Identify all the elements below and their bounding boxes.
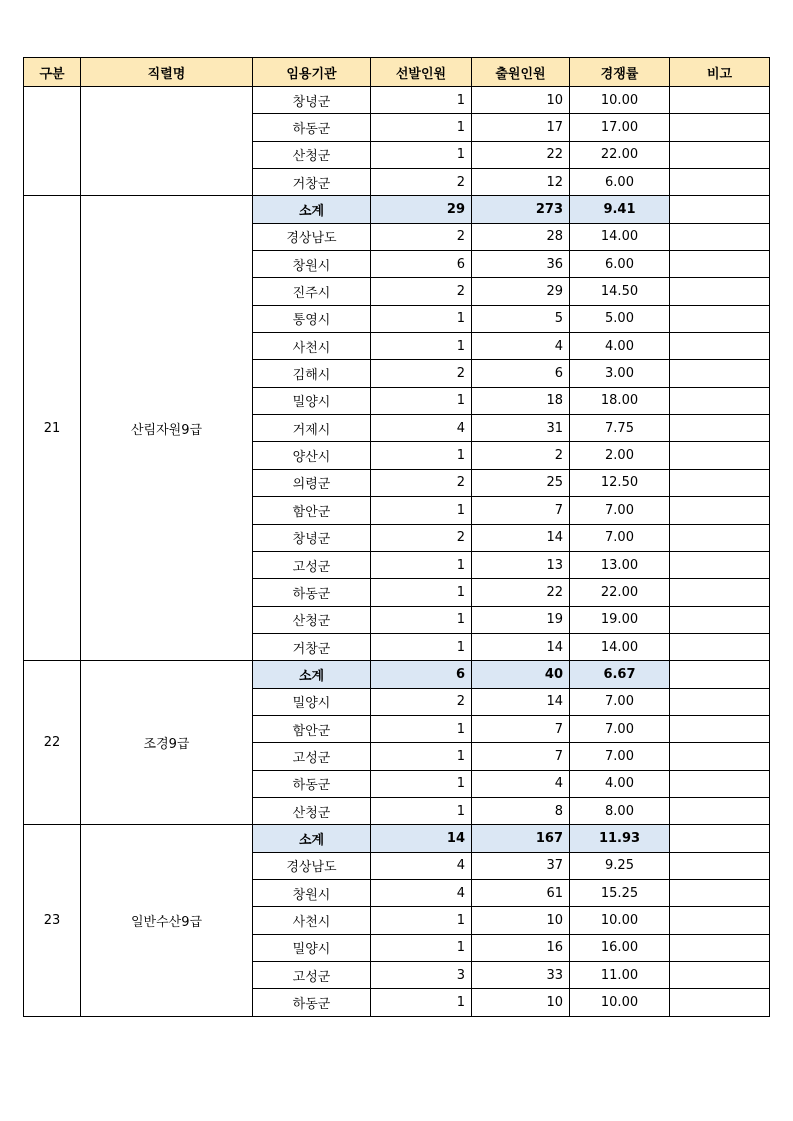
applicants-cell: 19 (472, 606, 570, 633)
selected-cell: 1 (371, 551, 472, 578)
applicants-cell: 14 (472, 524, 570, 551)
note-cell (670, 688, 770, 715)
rate-cell: 14.00 (570, 633, 670, 660)
recruitment-table (23, 57, 770, 1017)
selected-cell: 1 (371, 989, 472, 1016)
selected-cell: 1 (371, 579, 472, 606)
subtotal-row (24, 196, 770, 223)
note-cell (670, 251, 770, 278)
selected-cell: 29 (371, 196, 472, 223)
selected-cell: 1 (371, 743, 472, 770)
applicants-cell: 4 (472, 333, 570, 360)
agency-cell: 소계 (253, 825, 371, 852)
rate-cell: 14.00 (570, 223, 670, 250)
rate-cell: 13.00 (570, 551, 670, 578)
rate-cell: 4.00 (570, 770, 670, 797)
header-rate: 경쟁률 (570, 58, 670, 87)
selected-cell: 1 (371, 797, 472, 824)
applicants-cell: 10 (472, 907, 570, 934)
selected-cell: 2 (371, 278, 472, 305)
selected-cell: 1 (371, 333, 472, 360)
rate-cell: 7.00 (570, 497, 670, 524)
applicants-cell: 12 (472, 169, 570, 196)
note-cell (670, 169, 770, 196)
group-number: 21 (24, 196, 81, 661)
agency-cell: 통영시 (253, 305, 371, 332)
rate-cell: 10.00 (570, 989, 670, 1016)
agency-cell: 하동군 (253, 989, 371, 1016)
rate-cell: 2.00 (570, 442, 670, 469)
applicants-cell: 36 (472, 251, 570, 278)
table-body (24, 87, 770, 1017)
table-row (24, 87, 770, 114)
selected-cell: 6 (371, 251, 472, 278)
selected-cell: 2 (371, 469, 472, 496)
agency-cell: 밀양시 (253, 934, 371, 961)
note-cell (670, 606, 770, 633)
header-row (24, 58, 770, 87)
rate-cell: 14.50 (570, 278, 670, 305)
note-cell (670, 633, 770, 660)
rate-cell: 3.00 (570, 360, 670, 387)
applicants-cell: 29 (472, 278, 570, 305)
rate-cell: 5.00 (570, 305, 670, 332)
applicants-cell: 6 (472, 360, 570, 387)
selected-cell: 1 (371, 606, 472, 633)
selected-cell: 4 (371, 415, 472, 442)
group-number (24, 87, 81, 196)
rate-cell: 7.00 (570, 688, 670, 715)
applicants-cell: 5 (472, 305, 570, 332)
applicants-cell: 25 (472, 469, 570, 496)
selected-cell: 2 (371, 223, 472, 250)
table-header (24, 58, 770, 87)
selected-cell: 4 (371, 879, 472, 906)
applicants-cell: 7 (472, 743, 570, 770)
rate-cell: 8.00 (570, 797, 670, 824)
applicants-cell: 10 (472, 989, 570, 1016)
note-cell (670, 852, 770, 879)
rate-cell: 6.67 (570, 661, 670, 688)
agency-cell: 사천시 (253, 333, 371, 360)
note-cell (670, 524, 770, 551)
note-cell (670, 442, 770, 469)
rate-cell: 10.00 (570, 907, 670, 934)
note-cell (670, 305, 770, 332)
applicants-cell: 37 (472, 852, 570, 879)
note-cell (670, 333, 770, 360)
selected-cell: 6 (371, 661, 472, 688)
note-cell (670, 962, 770, 989)
rate-cell: 9.25 (570, 852, 670, 879)
note-cell (670, 797, 770, 824)
rate-cell: 17.00 (570, 114, 670, 141)
agency-cell: 진주시 (253, 278, 371, 305)
selected-cell: 1 (371, 633, 472, 660)
rate-cell: 11.00 (570, 962, 670, 989)
note-cell (670, 387, 770, 414)
rate-cell: 19.00 (570, 606, 670, 633)
applicants-cell: 7 (472, 715, 570, 742)
note-cell (670, 551, 770, 578)
note-cell (670, 661, 770, 688)
agency-cell: 경상남도 (253, 223, 371, 250)
rate-cell: 4.00 (570, 333, 670, 360)
rate-cell: 7.00 (570, 715, 670, 742)
note-cell (670, 415, 770, 442)
rate-cell: 11.93 (570, 825, 670, 852)
rate-cell: 7.00 (570, 743, 670, 770)
header-group: 구분 (24, 58, 81, 87)
header-note: 비고 (670, 58, 770, 87)
note-cell (670, 579, 770, 606)
note-cell (670, 934, 770, 961)
agency-cell: 양산시 (253, 442, 371, 469)
rate-cell: 22.00 (570, 141, 670, 168)
note-cell (670, 907, 770, 934)
applicants-cell: 4 (472, 770, 570, 797)
selected-cell: 14 (371, 825, 472, 852)
agency-cell: 창원시 (253, 879, 371, 906)
applicants-cell: 7 (472, 497, 570, 524)
subtotal-row (24, 661, 770, 688)
agency-cell: 함안군 (253, 497, 371, 524)
note-cell (670, 278, 770, 305)
applicants-cell: 13 (472, 551, 570, 578)
agency-cell: 경상남도 (253, 852, 371, 879)
note-cell (670, 879, 770, 906)
note-cell (670, 87, 770, 114)
rate-cell: 7.00 (570, 524, 670, 551)
note-cell (670, 825, 770, 852)
rate-cell: 6.00 (570, 169, 670, 196)
applicants-cell: 8 (472, 797, 570, 824)
agency-cell: 창녕군 (253, 524, 371, 551)
note-cell (670, 196, 770, 223)
selected-cell: 1 (371, 907, 472, 934)
agency-cell: 밀양시 (253, 688, 371, 715)
applicants-cell: 31 (472, 415, 570, 442)
rate-cell: 9.41 (570, 196, 670, 223)
applicants-cell: 14 (472, 688, 570, 715)
selected-cell: 1 (371, 387, 472, 414)
agency-cell: 산청군 (253, 797, 371, 824)
agency-cell: 사천시 (253, 907, 371, 934)
header-agency: 임용기관 (253, 58, 371, 87)
applicants-cell: 22 (472, 141, 570, 168)
note-cell (670, 715, 770, 742)
agency-cell: 창녕군 (253, 87, 371, 114)
selected-cell: 2 (371, 688, 472, 715)
note-cell (670, 223, 770, 250)
job-title (81, 87, 253, 196)
applicants-cell: 28 (472, 223, 570, 250)
applicants-cell: 22 (472, 579, 570, 606)
rate-cell: 7.75 (570, 415, 670, 442)
agency-cell: 산청군 (253, 606, 371, 633)
note-cell (670, 469, 770, 496)
applicants-cell: 33 (472, 962, 570, 989)
agency-cell: 하동군 (253, 579, 371, 606)
applicants-cell: 273 (472, 196, 570, 223)
selected-cell: 2 (371, 360, 472, 387)
rate-cell: 16.00 (570, 934, 670, 961)
applicants-cell: 40 (472, 661, 570, 688)
note-cell (670, 497, 770, 524)
rate-cell: 22.00 (570, 579, 670, 606)
note-cell (670, 770, 770, 797)
agency-cell: 김해시 (253, 360, 371, 387)
agency-cell: 고성군 (253, 743, 371, 770)
selected-cell: 1 (371, 934, 472, 961)
selected-cell: 1 (371, 141, 472, 168)
selected-cell: 2 (371, 524, 472, 551)
applicants-cell: 61 (472, 879, 570, 906)
agency-cell: 밀양시 (253, 387, 371, 414)
agency-cell: 소계 (253, 661, 371, 688)
applicants-cell: 17 (472, 114, 570, 141)
agency-cell: 창원시 (253, 251, 371, 278)
group-number: 23 (24, 825, 81, 1016)
selected-cell: 1 (371, 305, 472, 332)
applicants-cell: 14 (472, 633, 570, 660)
header-selected: 선발인원 (371, 58, 472, 87)
applicants-cell: 167 (472, 825, 570, 852)
selected-cell: 1 (371, 114, 472, 141)
agency-cell: 함안군 (253, 715, 371, 742)
rate-cell: 18.00 (570, 387, 670, 414)
selected-cell: 2 (371, 169, 472, 196)
applicants-cell: 2 (472, 442, 570, 469)
agency-cell: 거창군 (253, 169, 371, 196)
note-cell (670, 743, 770, 770)
rate-cell: 15.25 (570, 879, 670, 906)
applicants-cell: 16 (472, 934, 570, 961)
job-title: 조경9급 (81, 661, 253, 825)
group-number: 22 (24, 661, 81, 825)
agency-cell: 고성군 (253, 962, 371, 989)
agency-cell: 소계 (253, 196, 371, 223)
selected-cell: 1 (371, 770, 472, 797)
rate-cell: 6.00 (570, 251, 670, 278)
header-title: 직렬명 (81, 58, 253, 87)
note-cell (670, 989, 770, 1016)
selected-cell: 1 (371, 715, 472, 742)
applicants-cell: 18 (472, 387, 570, 414)
applicants-cell: 10 (472, 87, 570, 114)
rate-cell: 10.00 (570, 87, 670, 114)
selected-cell: 1 (371, 442, 472, 469)
agency-cell: 거제시 (253, 415, 371, 442)
agency-cell: 고성군 (253, 551, 371, 578)
selected-cell: 3 (371, 962, 472, 989)
agency-cell: 의령군 (253, 469, 371, 496)
agency-cell: 하동군 (253, 114, 371, 141)
agency-cell: 거창군 (253, 633, 371, 660)
job-title: 일반수산9급 (81, 825, 253, 1016)
note-cell (670, 114, 770, 141)
agency-cell: 산청군 (253, 141, 371, 168)
note-cell (670, 141, 770, 168)
job-title: 산림자원9급 (81, 196, 253, 661)
agency-cell: 하동군 (253, 770, 371, 797)
selected-cell: 1 (371, 87, 472, 114)
note-cell (670, 360, 770, 387)
selected-cell: 4 (371, 852, 472, 879)
rate-cell: 12.50 (570, 469, 670, 496)
selected-cell: 1 (371, 497, 472, 524)
subtotal-row (24, 825, 770, 852)
header-applicants: 출원인원 (472, 58, 570, 87)
